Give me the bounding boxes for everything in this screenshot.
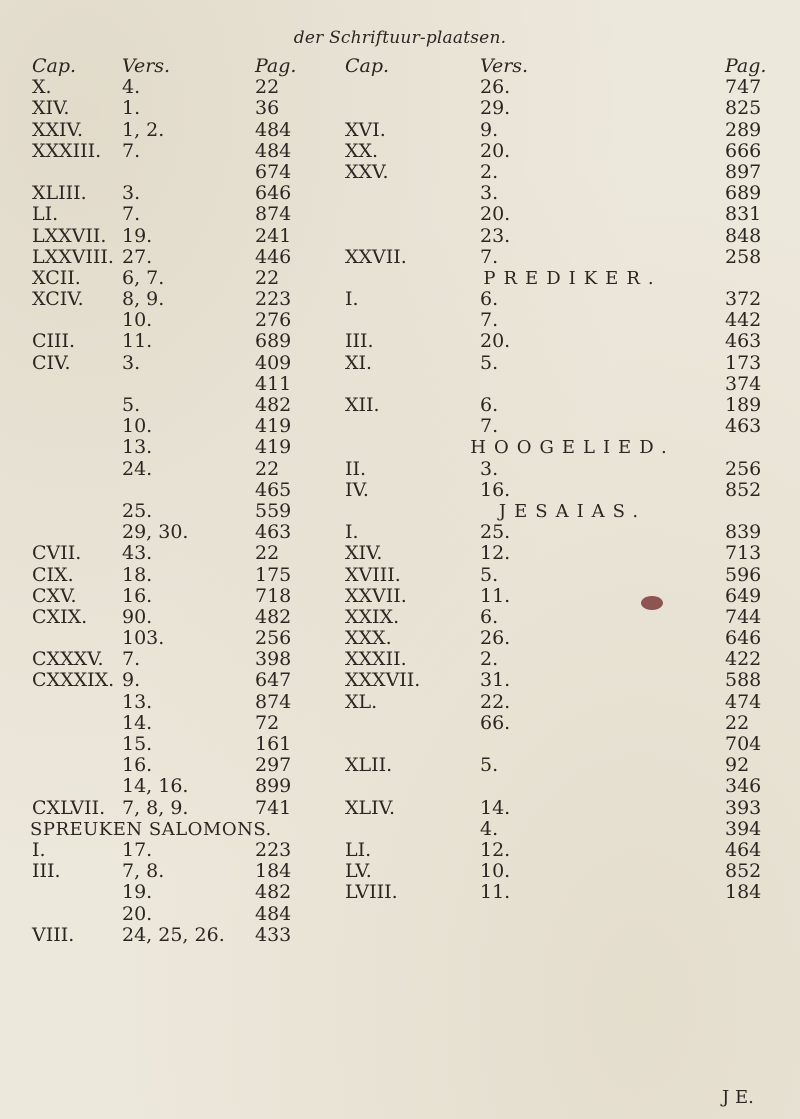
library-stamp-mark (641, 596, 663, 610)
verse-cell: 13. (122, 436, 153, 459)
page-ref-cell: 848 (725, 224, 762, 247)
verse-cell: 20. (122, 902, 153, 925)
index-row (0, 353, 345, 374)
page-ref-cell: 173 (725, 351, 762, 374)
verse-cell: 1. (122, 97, 141, 120)
index-row (0, 904, 345, 925)
index-row (0, 374, 345, 395)
section-heading (345, 268, 800, 289)
chapter-cell: I. (345, 521, 359, 544)
chapter-cell: LXXVII. (32, 224, 107, 247)
verse-cell: 7. (122, 648, 141, 671)
index-row (0, 395, 345, 416)
page-ref-cell: 446 (255, 245, 292, 268)
chapter-cell: IV. (345, 478, 369, 501)
chapter-cell: XXX. (345, 627, 392, 650)
chapter-cell: CXV. (32, 584, 77, 607)
page-ref-cell: 596 (725, 563, 762, 586)
verse-cell: 14, 16. (122, 775, 189, 798)
verse-cell: 66. (480, 711, 511, 734)
index-row (345, 628, 800, 649)
page-ref-cell: 588 (725, 669, 762, 692)
chapter-cell: XXIX. (345, 605, 400, 628)
verse-cell: 8, 9. (122, 288, 165, 311)
chapter-cell: III. (32, 860, 61, 883)
index-row (0, 204, 345, 225)
column-header-row (345, 56, 800, 77)
index-row (0, 713, 345, 734)
page-ref-cell: 223 (255, 838, 292, 861)
chapter-cell: XI. (345, 351, 373, 374)
page-ref-cell: 559 (255, 499, 292, 522)
index-row (0, 882, 345, 903)
page-ref-cell: 256 (255, 627, 292, 650)
page-ref-cell: 899 (255, 775, 292, 798)
page-ref-cell: 241 (255, 224, 292, 247)
chapter-cell: XXVII. (345, 584, 407, 607)
chapter-cell: CIII. (32, 330, 76, 353)
page-ref-cell: 852 (725, 478, 762, 501)
section-title: SPREUKEN SALOMONS. (30, 818, 272, 840)
verse-cell: 12. (480, 542, 511, 565)
verse-cell: Vers. (122, 55, 171, 77)
verse-cell: 11. (122, 330, 153, 353)
index-row (345, 692, 800, 713)
verse-cell: 5. (480, 351, 499, 374)
chapter-cell: XCIV. (32, 288, 84, 311)
chapter-cell: CXLVII. (32, 796, 106, 819)
index-row (0, 247, 345, 268)
index-row (345, 565, 800, 586)
index-row (345, 416, 800, 437)
page-ref-cell: 744 (725, 605, 762, 628)
index-row (345, 120, 800, 141)
page-ref-cell: 189 (725, 394, 762, 416)
page-ref-cell: 464 (725, 838, 762, 861)
page-ref-cell: 442 (725, 309, 762, 332)
verse-cell: 24. (122, 457, 153, 480)
index-row (0, 692, 345, 713)
index-row (0, 501, 345, 522)
chapter-cell: XVI. (345, 118, 386, 141)
page-ref-cell: 647 (255, 669, 292, 692)
verse-cell: 2. (480, 160, 499, 183)
index-row (345, 670, 800, 691)
page-ref-cell: 463 (725, 330, 762, 353)
index-row (0, 776, 345, 797)
index-row (0, 628, 345, 649)
chapter-cell: X. (32, 76, 52, 99)
page-ref-cell: 92 (725, 754, 750, 777)
verse-cell: 10. (480, 860, 511, 883)
index-row (345, 310, 800, 331)
page-ref-cell: 297 (255, 754, 292, 777)
verse-cell: Vers. (480, 55, 529, 77)
index-row (0, 331, 345, 352)
page-ref-cell: 22 (255, 266, 280, 289)
index-row (0, 586, 345, 607)
chapter-cell: LXXVIII. (32, 245, 114, 268)
page-ref-cell: 482 (255, 881, 292, 904)
page-ref-cell: 36 (255, 97, 280, 120)
verse-cell: 20. (480, 139, 511, 162)
page-ref-cell: 463 (725, 415, 762, 438)
verse-cell: 15. (122, 733, 153, 755)
verse-cell: 17. (122, 838, 153, 861)
page-ref-cell: 184 (725, 881, 762, 904)
index-row (0, 120, 345, 141)
index-row (345, 755, 800, 776)
page-ref-cell: 422 (725, 648, 762, 671)
verse-cell: 26. (480, 76, 511, 99)
index-row (345, 247, 800, 268)
page-ref-cell: 223 (255, 288, 292, 311)
verse-cell: 16. (480, 478, 511, 501)
verse-cell: 25. (122, 499, 153, 522)
index-row (345, 480, 800, 501)
chapter-cell: XLIII. (32, 182, 87, 205)
index-row (0, 670, 345, 691)
page-ref-cell: 258 (725, 245, 762, 268)
verse-cell: 26. (480, 627, 511, 650)
index-row (0, 565, 345, 586)
chapter-cell: XXVII. (345, 245, 407, 268)
chapter-cell: Cap. (32, 55, 77, 77)
chapter-cell: LI. (345, 838, 372, 861)
chapter-cell: I. (32, 838, 46, 861)
page-ref-cell: 713 (725, 542, 762, 565)
verse-cell: 7. (480, 415, 499, 438)
verse-cell: 10. (122, 415, 153, 438)
verse-cell: 29, 30. (122, 521, 189, 544)
verse-cell: 11. (480, 881, 511, 904)
index-row (0, 141, 345, 162)
chapter-cell: CVII. (32, 542, 82, 565)
page-ref-cell: 646 (255, 182, 292, 205)
page-ref-cell: 741 (255, 796, 292, 819)
page-ref-cell: 718 (255, 584, 292, 607)
verse-cell: 2. (480, 648, 499, 671)
chapter-cell: CXXXV. (32, 648, 104, 671)
verse-cell: 43. (122, 542, 153, 565)
index-row (0, 310, 345, 331)
chapter-cell: XIV. (32, 97, 70, 120)
chapter-cell: XVIII. (345, 563, 401, 586)
index-row (345, 226, 800, 247)
index-row (0, 649, 345, 670)
index-row (345, 607, 800, 628)
index-row (345, 183, 800, 204)
verse-cell: 103. (122, 627, 165, 650)
page-ref-cell: 704 (725, 733, 762, 755)
chapter-cell: CXIX. (32, 605, 88, 628)
verse-cell: 5. (480, 754, 499, 777)
page-ref-cell: 419 (255, 436, 292, 459)
index-row (345, 522, 800, 543)
index-row (0, 840, 345, 861)
page-ref-cell: 289 (725, 118, 762, 141)
chapter-cell: CIV. (32, 351, 71, 374)
page-ref-cell: 484 (255, 139, 292, 162)
chapter-cell: LV. (345, 860, 372, 883)
verse-cell: 90. (122, 605, 153, 628)
page-ref-cell: 398 (255, 648, 292, 671)
index-row (0, 480, 345, 501)
page-ref-cell: Pag. (255, 55, 297, 77)
page-ref-cell: 161 (255, 733, 292, 755)
page-ref-cell: 465 (255, 478, 292, 501)
page-ref-cell: 482 (255, 605, 292, 628)
page-ref-cell: 831 (725, 203, 762, 226)
chapter-cell: Cap. (345, 55, 390, 77)
verse-cell: 20. (480, 203, 511, 226)
page-ref-cell: 22 (255, 457, 280, 480)
page-ref-cell: 372 (725, 288, 762, 311)
page-ref-cell: 474 (725, 690, 762, 713)
chapter-cell: I. (345, 288, 359, 311)
verse-cell: 7, 8, 9. (122, 796, 189, 819)
page-ref-cell: 852 (725, 860, 762, 883)
chapter-cell: XXXIII. (32, 139, 102, 162)
chapter-cell: XL. (345, 690, 378, 713)
index-row (345, 289, 800, 310)
index-row (345, 353, 800, 374)
verse-cell: 7. (480, 309, 499, 332)
verse-cell: 7. (122, 139, 141, 162)
chapter-cell: XXV. (345, 160, 389, 183)
verse-cell: 24, 25, 26. (122, 923, 225, 946)
verse-cell: 22. (480, 690, 511, 713)
right-column (345, 56, 800, 904)
verse-cell: 16. (122, 754, 153, 777)
verse-cell: 11. (480, 584, 511, 607)
verse-cell: 9. (122, 669, 141, 692)
index-row (0, 226, 345, 247)
chapter-cell: LI. (32, 203, 59, 226)
page-ref-cell: 747 (725, 76, 762, 99)
verse-cell: 12. (480, 838, 511, 861)
verse-cell: 3. (480, 457, 499, 480)
page-ref-cell: 482 (255, 394, 292, 416)
verse-cell: 4. (480, 817, 499, 840)
page-ref-cell: 393 (725, 796, 762, 819)
verse-cell: 9. (480, 118, 499, 141)
page-ref-cell: 256 (725, 457, 762, 480)
verse-cell: 1, 2. (122, 118, 165, 141)
verse-cell: 3. (122, 351, 141, 374)
verse-cell: 27. (122, 245, 153, 268)
chapter-cell: XXXII. (345, 648, 407, 671)
section-title: PREDIKER. (483, 267, 662, 289)
index-row (0, 437, 345, 458)
catchword: J E. (722, 1087, 754, 1108)
verse-cell: 3. (122, 182, 141, 205)
verse-cell: 29. (480, 97, 511, 120)
index-row (0, 289, 345, 310)
chapter-cell: II. (345, 457, 367, 480)
index-row (345, 141, 800, 162)
chapter-cell: XXIV. (32, 118, 83, 141)
verse-cell: 14. (122, 711, 153, 734)
index-row (345, 162, 800, 183)
page-header-title: der Schriftuur-plaatsen. (293, 28, 507, 48)
index-row (345, 734, 800, 755)
chapter-cell: XX. (345, 139, 379, 162)
index-row (345, 819, 800, 840)
index-row (345, 98, 800, 119)
chapter-cell: XCII. (32, 266, 81, 289)
chapter-cell: LVIII. (345, 881, 398, 904)
index-row (0, 543, 345, 564)
section-heading (0, 819, 345, 840)
verse-cell: 5. (480, 563, 499, 586)
chapter-cell: XXXVII. (345, 669, 421, 692)
verse-cell: 31. (480, 669, 511, 692)
verse-cell: 7. (122, 203, 141, 226)
verse-cell: 10. (122, 309, 153, 332)
page-ref-cell: 22 (255, 76, 280, 99)
chapter-cell: CXXXIX. (32, 669, 115, 692)
verse-cell: 23. (480, 224, 511, 247)
index-row (345, 543, 800, 564)
index-row (345, 776, 800, 797)
page-ref-cell: 825 (725, 97, 762, 120)
column-header-row (0, 56, 345, 77)
index-row (345, 586, 800, 607)
index-row (0, 459, 345, 480)
verse-cell: 7, 8. (122, 860, 165, 883)
page-ref-cell: 175 (255, 563, 292, 586)
chapter-cell: VIII. (32, 923, 75, 946)
page-ref-cell: 649 (725, 584, 762, 607)
index-row (0, 98, 345, 119)
index-row (0, 607, 345, 628)
page-ref-cell: 674 (255, 160, 292, 183)
verse-cell: 3. (480, 182, 499, 205)
page-ref-cell: 411 (255, 372, 292, 395)
page-ref-cell: 409 (255, 351, 292, 374)
chapter-cell: XLII. (345, 754, 393, 777)
page-ref-cell: 874 (255, 203, 292, 226)
page-ref-cell: 276 (255, 309, 292, 332)
index-row (0, 522, 345, 543)
index-row (0, 734, 345, 755)
page-ref-cell: 874 (255, 690, 292, 713)
chapter-cell: XIV. (345, 542, 383, 565)
verse-cell: 6. (480, 288, 499, 311)
verse-cell: 6, 7. (122, 266, 165, 289)
verse-cell: 25. (480, 521, 511, 544)
index-row (0, 798, 345, 819)
page-ref-cell: 646 (725, 627, 762, 650)
chapter-cell: CIX. (32, 563, 74, 586)
index-row (0, 268, 345, 289)
section-heading (345, 501, 800, 522)
index-row (0, 162, 345, 183)
section-heading (345, 437, 800, 458)
chapter-cell: XLIV. (345, 796, 396, 819)
verse-cell: 4. (122, 76, 141, 99)
page-ref-cell: 689 (725, 182, 762, 205)
page-ref-cell: 22 (255, 542, 280, 565)
chapter-cell: III. (345, 330, 374, 353)
page-ref-cell: 689 (255, 330, 292, 353)
index-row (345, 204, 800, 225)
page-ref-cell: 433 (255, 923, 292, 946)
page-ref-cell: 394 (725, 817, 762, 840)
verse-cell: 20. (480, 330, 511, 353)
section-title: HOOGELIED. (470, 437, 675, 459)
page-ref-cell: 374 (725, 372, 762, 395)
page-ref-cell: 419 (255, 415, 292, 438)
page-ref-cell: 897 (725, 160, 762, 183)
index-row (0, 183, 345, 204)
section-title: JESAIAS. (498, 500, 647, 522)
index-row (0, 416, 345, 437)
verse-cell: 6. (480, 394, 499, 416)
page-ref-cell: 22 (725, 711, 750, 734)
chapter-cell: XII. (345, 394, 380, 416)
index-row (345, 459, 800, 480)
index-row (0, 755, 345, 776)
verse-cell: 16. (122, 584, 153, 607)
index-row (345, 395, 800, 416)
verse-cell: 14. (480, 796, 511, 819)
page-ref-cell: 72 (255, 711, 280, 734)
verse-cell: 5. (122, 394, 141, 416)
index-row (345, 374, 800, 395)
index-row (345, 331, 800, 352)
index-row (345, 861, 800, 882)
index-row (0, 77, 345, 98)
index-row (345, 840, 800, 861)
index-row (0, 925, 345, 946)
index-row (345, 713, 800, 734)
page-ref-cell: 484 (255, 118, 292, 141)
page-ref-cell: Pag. (725, 55, 767, 77)
index-row (345, 798, 800, 819)
index-row (345, 882, 800, 903)
left-column (0, 56, 345, 946)
verse-cell: 7. (480, 245, 499, 268)
verse-cell: 18. (122, 563, 153, 586)
page-ref-cell: 666 (725, 139, 762, 162)
page-ref-cell: 484 (255, 902, 292, 925)
page-ref-cell: 346 (725, 775, 762, 798)
index-row (345, 649, 800, 670)
page-ref-cell: 463 (255, 521, 292, 544)
verse-cell: 6. (480, 605, 499, 628)
index-row (345, 77, 800, 98)
page-ref-cell: 839 (725, 521, 762, 544)
page-ref-cell: 184 (255, 860, 292, 883)
verse-cell: 13. (122, 690, 153, 713)
index-row (0, 861, 345, 882)
verse-cell: 19. (122, 224, 153, 247)
verse-cell: 19. (122, 881, 153, 904)
